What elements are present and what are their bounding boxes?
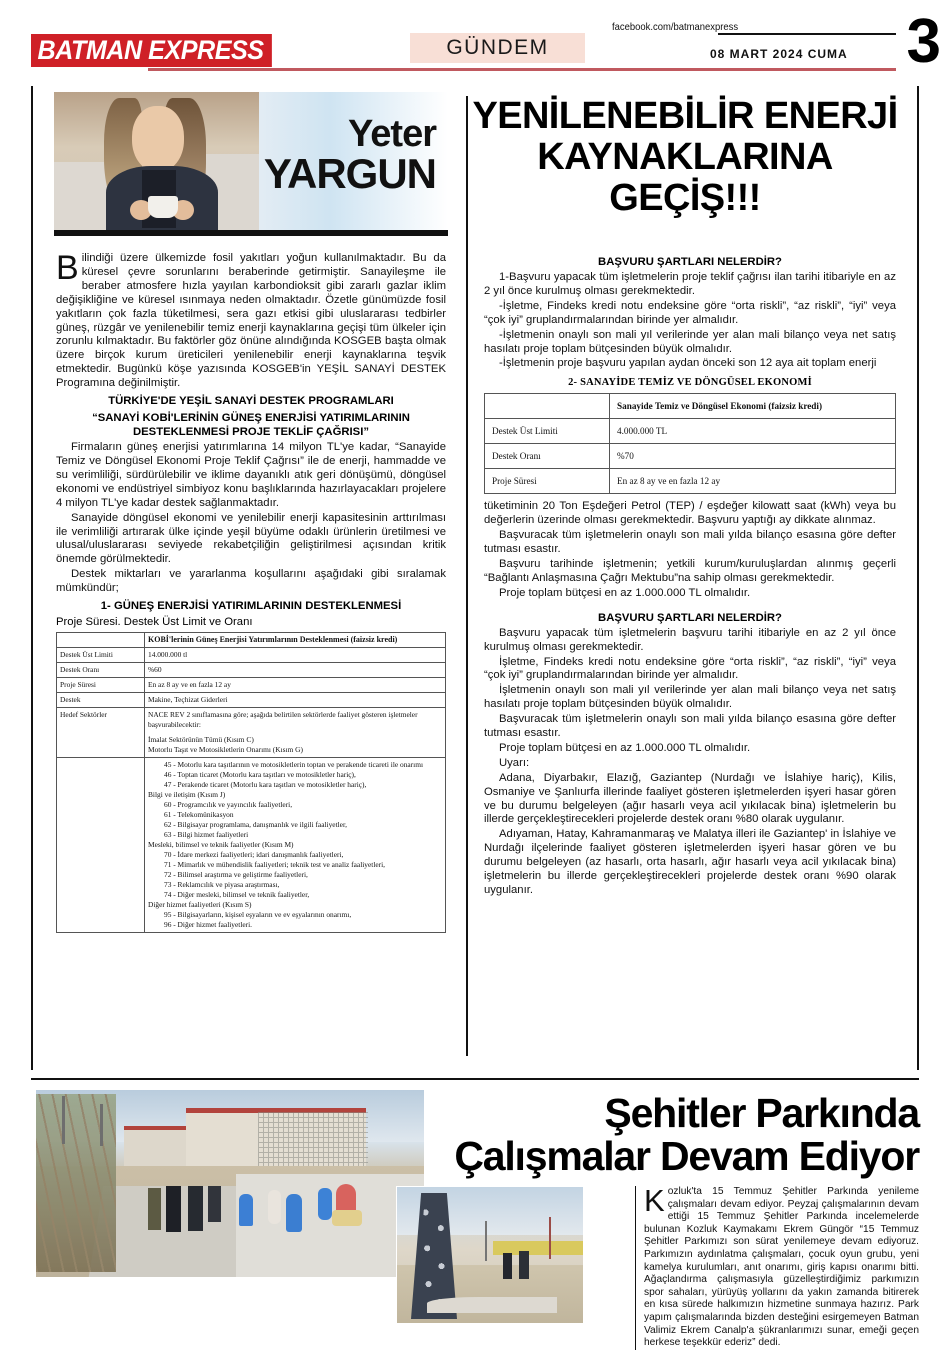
r-paragraph-10: İşletme, Findeks kredi notu endeksine göre “orta riskli”, “az riskli”, “iyi” veya “çok iyi” gruplandırmalarından birinde yer almalıdır. — [484, 655, 896, 682]
paragraph-2: Firmaların güneş enerjisi yatırımlarına 14 milyon TL'ye kadar, “Sanayide Temiz ve Döngüsel Ekonomi Proje Teklif Çağrısı” ile de enerji, hammadde ve su verimliliği, sürdürülebilir ve iklime dayanıklı atık geri dönüşümü, döngüsel ekonomi ve endüstriyel simbiyoz konu başlıklarında hazırlayacakları projelere 4 milyon TL'ye kadar destek sağlanmaktadır. — [56, 441, 446, 509]
drop-cap: K — [644, 1183, 665, 1218]
r-paragraph-6: Başvuracak tüm işletmelerin onaylı son mali yılda bilanço esasına göre defter tutması esastır. — [484, 529, 896, 556]
table-row — [57, 663, 446, 678]
park-article-body — [635, 1183, 919, 1350]
table2-title: 2- SANAYİDE TEMİZ VE DÖNGÜSEL EKONOMİ — [568, 377, 812, 389]
row-label-sectors: Hedef Sektörler — [57, 708, 145, 758]
table-cell-blank — [485, 394, 610, 419]
author-banner — [54, 92, 448, 236]
row-value-rate: %60 — [145, 663, 446, 678]
row-label-limit: Destek Üst Limiti — [485, 419, 610, 444]
table-row — [57, 693, 446, 708]
row-label-limit: Destek Üst Limiti — [57, 648, 145, 663]
sector-item: 73 - Reklamcılık ve piyasa araştırması, — [164, 880, 280, 890]
author-name — [263, 113, 436, 198]
support-table-solar — [56, 632, 446, 933]
sector-item: 72 - Bilimsel araştırma ve geliştirme faaliyetleri, — [164, 870, 308, 880]
drop-cap: B — [56, 249, 79, 287]
r-paragraph-9: Başvuru yapacak tüm işletmelerin başvuru tarihi itibariyle en az 2 yıl önce kurulmuş olması gerekmektedir. — [484, 626, 896, 653]
sector-item: 46 - Toptan ticaret (Motorlu kara taşıtları ve motosikletler hariç), — [164, 770, 356, 780]
table-row-sector-items — [57, 758, 446, 933]
lead-paragraph — [56, 249, 446, 391]
opinion-headline: YENİLENEBİLİR ENERJİ KAYNAKLARINA GEÇİŞ!!! — [472, 95, 898, 220]
row-label-rate: Destek Oranı — [485, 444, 610, 469]
table-cell-blank — [57, 633, 145, 648]
row-value-support: Makine, Teçhizat Giderleri — [145, 693, 446, 708]
table-row — [485, 419, 896, 444]
r-paragraph-8: Proje toplam bütçesi en az 1.000.000 TL olmalıdır. — [499, 586, 751, 599]
subheading-requirements-1: BAŞVURU ŞARTLARI NELERDİR? — [598, 256, 782, 268]
park-article — [31, 1090, 919, 1352]
r-paragraph-4: -İşletmenin proje başvuru yapılan aydan önceki son 12 aya ait toplam enerji — [499, 357, 877, 370]
row-label-support: Destek — [57, 693, 145, 708]
section-label: GÜNDEM — [446, 36, 549, 59]
r-paragraph-5: tüketiminin 20 Ton Eşdeğeri Petrol (TEP) / eşdeğer kilowatt saat (kWh) veya bu değerlerin üzerinde olması gerekmektedir. Başvuru yaptığı ay dikkate alınmaz. — [484, 500, 896, 527]
table-row-sectors — [57, 708, 446, 758]
logo-text-batman: BATMAN — [37, 35, 142, 65]
headline-line-2: Çalışmalar Devam Ediyor — [454, 1133, 919, 1180]
masthead-red-rule — [148, 68, 896, 71]
column-divider — [466, 96, 468, 1056]
table-row — [57, 678, 446, 693]
r-paragraph-warning-label: Uyarı: — [499, 756, 530, 769]
header-rule — [718, 33, 896, 35]
r-paragraph-1: 1-Başvuru yapacak tüm işletmelerin proje teklif çağrısı ilan tarihi itibariyle en az 2 yıl önce kurulmuş olması gerekmektedir. — [484, 271, 896, 297]
park-body-paragraph — [644, 1183, 919, 1350]
table-row — [57, 633, 446, 648]
opinion-right-column — [484, 252, 896, 899]
r-paragraph-11: İşletmenin onaylı son mali yıl verilerinde yer alan mali bilanço veya net satış hasılatı proje toplam bütçesinden büyük olmalıdır. — [484, 684, 896, 711]
r-paragraph-13: Proje toplam bütçesi en az 1.000.000 TL olmalıdır. — [499, 741, 751, 754]
sector-item: 62 - Bilgisayar programlama, danışmanlık ve ilgili faaliyetler, — [164, 820, 347, 830]
r-paragraph-15: Adana, Diyarbakır, Elazığ, Gaziantep (Nurdağı ve İslahiye hariç), Kilis, Osmaniye ve Şanlıurfa illerinde faaliyet gösteren işletmelerden işyeri hasar gören ve bu durumu belgeleyen (ağır hasarlı veya acil yıkılacak bina) işletmelerin bu illerde gerçekleştirecekleri projelerde destek oranı %80 olarak uygulanır. — [484, 771, 896, 826]
sector-group-s: Diğer hizmet faaliyetleri (Kısım S) — [148, 900, 252, 910]
paragraph-4: Destek miktarları ve yararlanma koşullarını aşağıdaki gibi sıralamak mümkündür; — [56, 568, 446, 595]
r-paragraph-12: Başvuracak tüm işletmelerin onaylı son mali yılda bilanço esasına göre defter tutması esastır. — [484, 713, 896, 740]
row-label-rate: Destek Oranı — [57, 663, 145, 678]
facebook-url[interactable]: facebook.com/batmanexpress — [612, 21, 739, 33]
r-paragraph-7: Başvuru tarihinde işletmenin; yetkili kurum/kuruluşlardan alınmış geçerli “Bağlantı Anlaşmasına Çağrı Mektubu”na sahip olması gerekmektedir. — [484, 557, 896, 584]
headline-line-1: Şehitler Parkında — [604, 1090, 919, 1136]
table-header-value: Sanayide Temiz ve Döngüsel Ekonomi (faizsiz kredi) — [610, 394, 896, 419]
author-last-name: YARGUN — [263, 150, 436, 198]
sector-group-j: Bilgi ve iletişim (Kısım J) — [148, 790, 226, 800]
row-value-sectors — [145, 708, 446, 758]
author-first-name: Yeter — [348, 113, 436, 155]
opinion-left-column — [56, 249, 446, 933]
table-row — [485, 444, 896, 469]
support-table-circular — [484, 393, 896, 494]
subheading-call: “SANAYİ KOBİ'LERİNİN GÜNEŞ ENERJİSİ YATIRIMLARININ DESTEKLENMESİ PROJE TEKLİF ÇAĞRISI” — [92, 412, 410, 439]
table-row — [485, 469, 896, 494]
sector-item: 60 - Programcılık ve yayıncılık faaliyetleri, — [164, 800, 293, 810]
sector-group-m: Mesleki, bilimsel ve teknik faaliyetler (Kısım M) — [148, 840, 294, 850]
author-photo — [54, 92, 259, 230]
table-row — [485, 394, 896, 419]
park-walkway-photo — [36, 1090, 424, 1277]
row-value-limit: 4.000.000 TL — [610, 419, 896, 444]
subheading-requirements-2: BAŞVURU ŞARTLARI NELERDİR? — [598, 611, 782, 624]
masthead — [0, 0, 951, 80]
sector-items-list — [145, 758, 446, 933]
row-value-rate: %70 — [610, 444, 896, 469]
newspaper-logo[interactable] — [31, 34, 272, 67]
sector-item: 74 - Diğer mesleki, bilimsel ve teknik faaliyetler, — [164, 890, 310, 900]
row-label-duration: Proje Süresi — [485, 469, 610, 494]
row-value-limit: 14.000.000 tl — [145, 648, 446, 663]
page-number: 3 — [906, 7, 941, 76]
subheading-solar: 1- GÜNEŞ ENERJİSİ YATIRIMLARININ DESTEKLENMESİ — [100, 600, 402, 613]
r-paragraph-3: -İşletmenin onaylı son mali yıl verilerinde yer alan mali bilanço veya net satış hasılatı proje toplam bütçesinden büyük olmalıdır. — [484, 328, 896, 355]
r-paragraph-2: -İşletme, Findeks kredi notu endeksine göre “orta riskli”, “az riskli”, “iyi” veya “çok iyi” gruplandırmalarından birinde yer almalıdır. — [484, 299, 896, 326]
sector-item: 61 - Telekomünikasyon — [164, 810, 234, 820]
sector-intro: NACE REV 2 sınıflamasına göre; aşağıda belirtilen sektörlerde faaliyet gösteren işletmeler başvurabilecektir: — [148, 710, 418, 730]
table1-caption: Proje Süresi. Destek Üst Limit ve Oranı — [56, 616, 253, 629]
logo-text-express: EXPRESS — [148, 35, 264, 65]
sector-item: 63 - Bilgi hizmet faaliyetleri — [164, 830, 249, 840]
sector-items-spacer — [57, 758, 145, 933]
row-label-duration: Proje Süresi — [57, 678, 145, 693]
row-value-duration: En az 8 ay ve en fazla 12 ay — [610, 469, 896, 494]
sector-group-g: Motorlu Taşıt ve Motosikletlerin Onarımı (Kısım G) — [148, 745, 303, 755]
section-separator-rule — [31, 1078, 919, 1080]
sector-group-c: İmalat Sektörünün Tümü (Kısım C) — [148, 735, 254, 745]
publication-date: 08 MART 2024 CUMA — [710, 47, 848, 61]
subheading-programs: TÜRKİYE'DE YEŞİL SANAYİ DESTEK PROGRAMLARI — [108, 395, 394, 408]
park-gate-photo — [396, 1186, 584, 1324]
sector-item: 45 - Motorlu kara taşıtlarının ve motosikletlerin toptan ve perakende ticareti ile onarımı — [164, 760, 424, 770]
sector-item: 47 - Perakende ticaret (Motorlu kara taşıtları ve motosikletler hariç), — [164, 780, 367, 790]
table-row — [57, 648, 446, 663]
table-header-value: KOBİ'lerinin Güneş Enerjisi Yatırımlarının Desteklenmesi (faizsiz kredi) — [145, 633, 446, 648]
sector-item: 70 - İdare merkezi faaliyetleri; idari danışmanlık faaliyetleri, — [164, 850, 344, 860]
section-label-box — [410, 33, 585, 63]
row-value-duration: En az 8 ay ve en fazla 12 ay — [145, 678, 446, 693]
park-body-text: ozluk'ta 15 Temmuz Şehitler Parkında yenileme çalışmaları devam ediyor. Peyzaj çalışmalarının devam ettiği 15 Temmuz Şehitler Parkında incelemelerde bulunan Kozluk Kaymakamı Ekrem Güngör “15 Temmuz Şehitler Parkımızı son sürat yenilemeye devam ediyoruz. Parkımızın aydınlatma çalışmaları, çocuk oyun grubu, yeni kamelya kurulumları, anıt onarımı, giriş kapısı onarımı bitti. Ağaçlandırma çalışmasıyla güzelleştirdiğimiz parkımızın spor sahaları, yürüyüş yollarını da yakın zamanda bitirerek en kısa sürede halkımızın hizmetine sunmaya hazırız. Park yapım çalışmalarında bizden desteğini esirgemeyen Batman Valimiz Ekrem Canalp'a şükranlarımızı sunar, emeği geçen herkese teşekkür ederiz” dedi. — [644, 1186, 919, 1349]
r-paragraph-16: Adıyaman, Hatay, Kahramanmaraş ve Malatya illeri ile Gaziantep' in İslahiye ve Nurdağı ilçelerinde faaliyet gösteren işletmelerden işyeri hasar gören ve bu durumu belgeleyen (az hasarlı, orta hasarlı, ağır hasarlı veya acil yıkılacak bina) işletmelerin bu illerde gerçekleştirecekleri projelerde destek oranı %90 olarak uygulanır. — [484, 828, 896, 896]
sector-item: 71 - Mimarlık ve mühendislik faaliyetleri; teknik test ve analiz faaliyetleri, — [164, 860, 386, 870]
lead-text: ilindiği üzere ülkemizde fosil yakıtları yoğun kullanılmaktadır. Bu da küresel çevre sorunlarını beraberinde getirmiştir. Sanayileşme ile beraber atmosfere hızla yayılan karbondioksit gibi zararlı gazlar iklim değişikliğine ve küresel ısınmaya neden olmaktadır. Özetle günümüzde fosil yakıtların çok fazla tüketilmesi, sera gazı etkisi gibi uluslararası tedbirler güneş, rüzgâr ve yenilenebilir temiz enerji kaynaklarına geçişi tüm ülkeler için zorunlu kılmaktadır. Bu faktörler göz önüne alındığında KOSGEB başta olmak üzere birçok kurum üreticileri yenilenebilir enerji kaynaklarına teşvik etmektedir. Bugünkü köşe yazısında KOSGEB'in YEŞİL SANAYİ DESTEK Programına değinilmiştir. — [56, 252, 446, 390]
sector-item: 95 - Bilgisayarların, kişisel eşyaların ve ev eşyalarının onarımı, — [164, 910, 352, 920]
sector-item: 96 - Diğer hizmet faaliyetleri. — [164, 920, 253, 930]
park-article-headline — [399, 1092, 919, 1178]
paragraph-3: Sanayide döngüsel ekonomi ve yenilebilir enerji kapasitesinin arttırılması ile verimliliği artırarak ülke içinde yeşil büyüme odaklı ürünlerin üretilmesi ve ulusal/uluslararası seviyede rekabetçiliğin geliştirilmesi açısından kritik önemde görülmektedir. — [56, 511, 446, 566]
